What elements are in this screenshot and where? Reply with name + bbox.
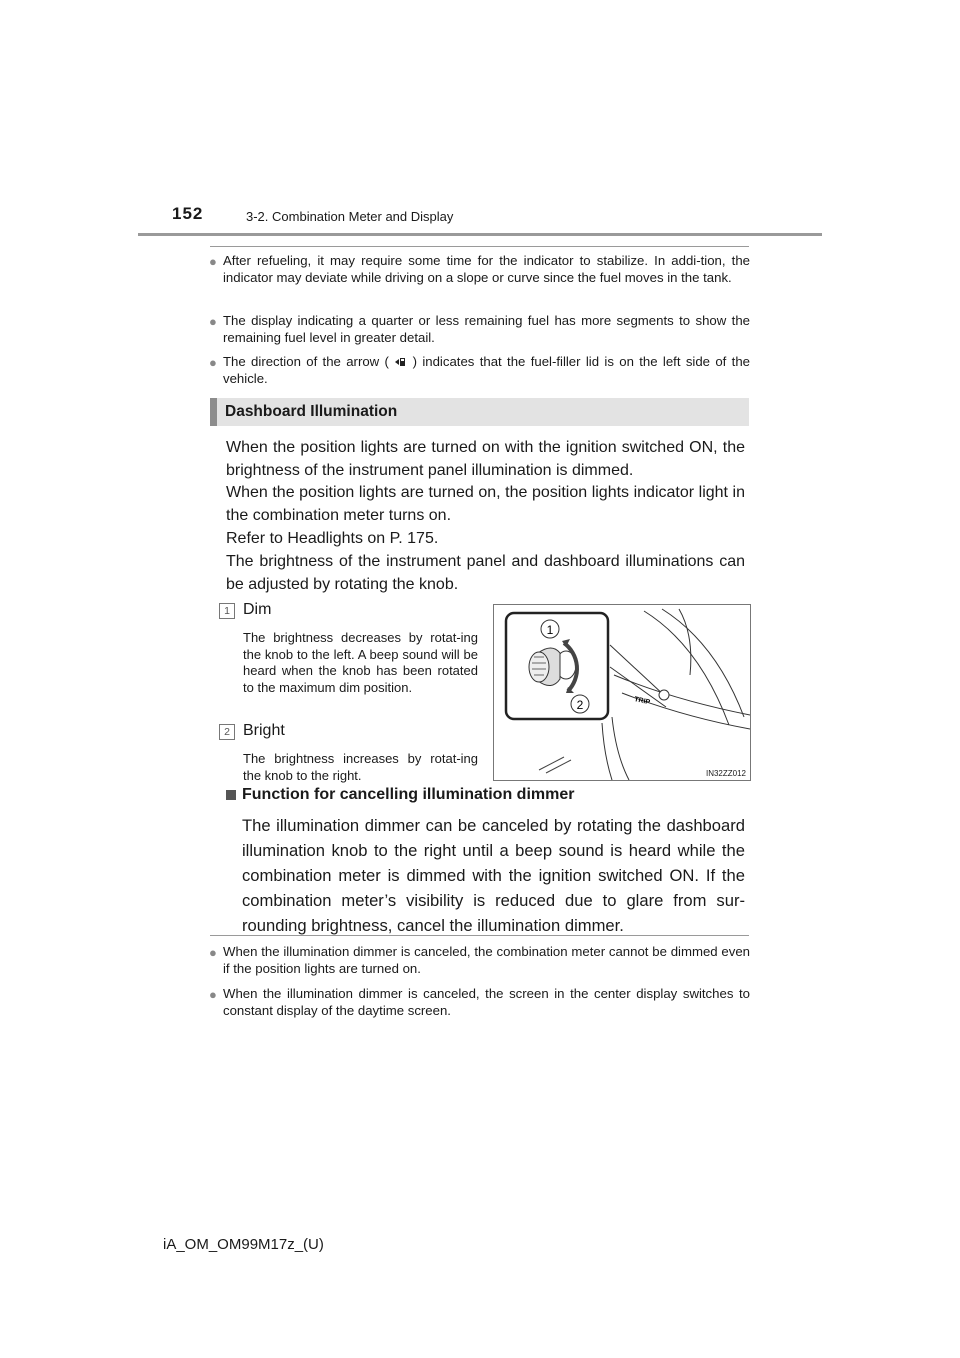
callout-1: 1 [546,623,554,637]
figure-code: IN32ZZ012 [705,769,746,778]
paragraph: When the position lights are turned on with the ignition switched ON, the brightness of the instrument panel illumination is dimmed. [226,439,745,479]
bullet-icon: ● [209,355,217,370]
item-number-box: 1 [219,603,235,619]
note-item: ● The display indicating a quarter or less remaining fuel has more segments to show the remaining fuel level in greater detail. [209,313,750,345]
item-title-dim: Dim [243,601,272,618]
item-description: The brightness increases by rotat-ing the knob to the right. [243,751,478,783]
callout-2: 2 [576,698,584,712]
heading-accent [210,398,217,426]
notes-bottom-divider [210,935,749,936]
note-item: ● The direction of the arrow ( ) indicates that the fuel-filler lid is on the left side of the vehicle. [209,354,751,386]
page-number: 152 [172,204,204,223]
bullet-icon: ● [209,254,217,269]
subsection-body: The illumination dimmer can be canceled by rotating the dashboard illumination knob to the right until a beep sound is heard while the combination meter is dimmed with the ignition switched ON. If the combination meter’s visibility is reduced due to glare from sur-rounding brightness, cancel the illumination dimmer. [242,816,745,935]
bullet-icon: ● [209,945,217,960]
header-rule [138,233,822,236]
note-item: ● After refueling, it may require some time for the indicator to stabilize. In addi-tion, the indicator may deviate while driving on a slope or curve since the fuel moves in the tank. [209,253,750,285]
item-number-box: 2 [219,724,235,740]
footer-code: iA_OM_OM99M17z_(U) [163,1236,324,1253]
fuel-pump-icon [394,355,407,367]
note-item: ● When the illumination dimmer is canceled, the screen in the center display switches to constant display of the daytime screen. [209,986,750,1018]
note-item: ● When the illumination dimmer is canceled, the combination meter cannot be dimmed even if the position lights are turned on. [209,944,750,976]
section-heading-bar [210,398,749,426]
section-title: 3-2. Combination Meter and Display [246,209,454,224]
bullet-icon: ● [209,987,217,1002]
paragraph: Refer to Headlights on P. 175. [226,530,439,547]
knob-drawing [494,605,750,780]
subsection-title: Function for cancelling illumination dimmer [242,786,575,803]
paragraph: When the position lights are turned on, the position lights indicator light in the combination meter turns on. [226,484,745,524]
square-bullet-icon [226,790,236,800]
trip-label: TRIP [633,696,651,707]
bullet-icon: ● [209,314,217,329]
paragraph: The brightness of the instrument panel and dashboard illuminations can be adjusted by rotating the knob. [226,553,745,593]
knob-illustration [493,604,751,781]
section-heading: Dashboard Illumination [225,403,398,420]
item-title-bright: Bright [243,722,285,739]
item-description: The brightness decreases by rotat-ing the knob to the left. A beep sound will be heard when the knob has been rotated to the maximum dim position. [243,630,478,695]
notes-top-divider [210,246,749,247]
